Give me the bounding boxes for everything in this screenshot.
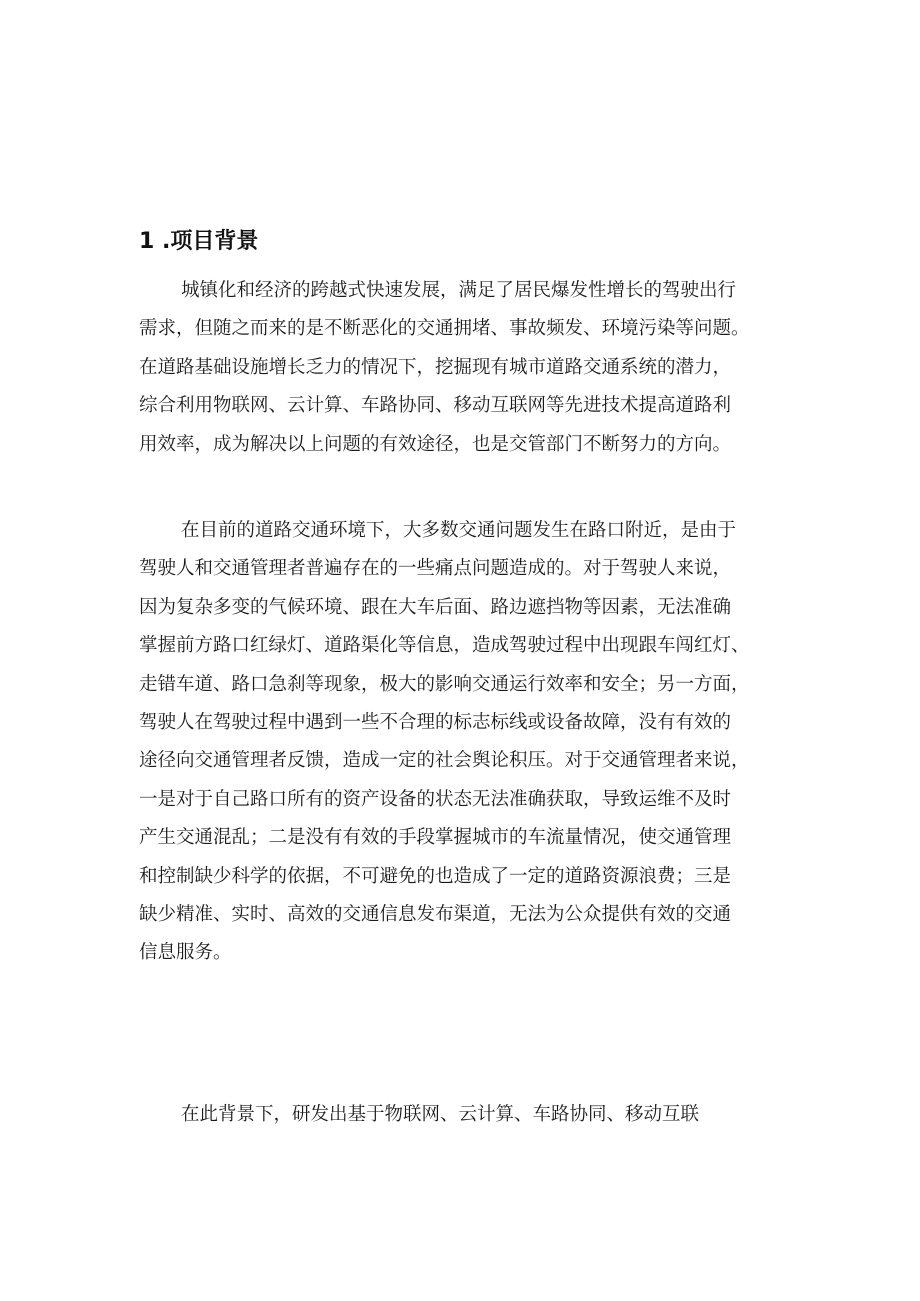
paragraph-line: 城镇化和经济的跨越式快速发展，满足了居民爆发性增长的驾驶出行 xyxy=(181,280,737,301)
paragraph-line: 驾驶人和交通管理者普遍存在的一些痛点问题造成的。对于驾驶人来说， xyxy=(139,558,732,580)
paragraph-3 xyxy=(139,1096,789,1134)
paragraph-line: 在目前的道路交通环境下，大多数交通问题发生在路口附近，是由于 xyxy=(181,520,737,541)
paragraph-line: 在道路基础设施增长乏力的情况下，挖掘现有城市道路交通系统的潜力， xyxy=(139,356,732,378)
paragraph-line: 需求，但随之而来的是不断恶化的交通拥堵、事故频发、环境污染等问题。 xyxy=(139,318,750,340)
paragraph-line: 缺少精准、实时、高效的交通信息发布渠道，无法为公众提供有效的交通 xyxy=(139,903,732,925)
paragraph-line: 走错车道、路口急刹等现象，极大的影响交通运行效率和安全；另一方面， xyxy=(139,673,750,695)
paragraph-line: 途径向交通管理者反馈，造成一定的社会舆论积压。对于交通管理者来说， xyxy=(139,750,750,772)
paragraph-line: 和控制缺少科学的依据，不可避免的也造成了一定的道路资源浪费；三是 xyxy=(139,865,732,887)
paragraph-line: 因为复杂多变的气候环境、跟在大车后面、路边遮挡物等因素，无法准确 xyxy=(139,596,732,618)
paragraph-line: 驾驶人在驾驶过程中遇到一些不合理的标志标线或设备故障，没有有效的 xyxy=(139,711,732,733)
paragraph-line: 综合利用物联网、云计算、车路协同、移动互联网等先进技术提高道路利 xyxy=(139,395,732,417)
paragraph-line: 信息服务。 xyxy=(139,942,232,964)
section-heading: 1 .项目背景 xyxy=(139,229,259,254)
paragraph-line: 产生交通混乱；二是没有有效的手段掌握城市的车流量情况，使交通管理 xyxy=(139,827,732,849)
paragraph-1 xyxy=(139,272,789,464)
paragraph-line: 掌握前方路口红绿灯、道路渠化等信息，造成驾驶过程中出现跟车闯红灯、 xyxy=(139,635,750,657)
paragraph-2 xyxy=(139,512,789,973)
paragraph-line: 用效率，成为解决以上问题的有效途径，也是交管部门不断努力的方向。 xyxy=(139,433,732,455)
paragraph-line: 在此背景下，研发出基于物联网、云计算、车路协同、移动互联 xyxy=(181,1104,700,1125)
paragraph-line: 一是对于自己路口所有的资产设备的状态无法准确获取，导致运维不及时 xyxy=(139,788,732,810)
